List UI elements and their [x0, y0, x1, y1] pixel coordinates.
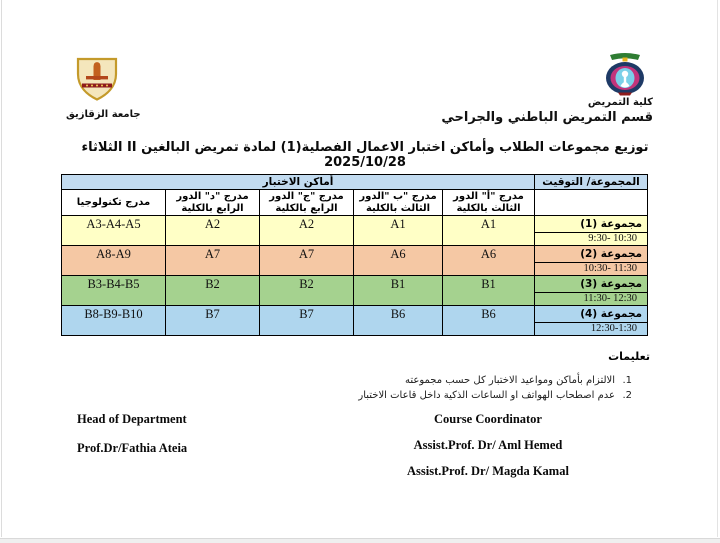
hall-d-header: مدرج "د" الدور الرابع بالكلية	[166, 190, 260, 216]
group-1-row	[62, 216, 648, 246]
group-4-row	[62, 306, 648, 336]
course-coordinator-signature	[392, 412, 584, 479]
hall-b-header: مدرج "ب "الدور الثالث بالكلية	[354, 190, 443, 216]
head-of-department-signature	[77, 412, 187, 456]
room-cell: A2	[166, 216, 260, 246]
university-shield-icon	[74, 87, 120, 106]
group-cell	[535, 246, 648, 276]
room-cell: B3-B4-B5	[62, 276, 166, 306]
schedule-table	[61, 174, 648, 336]
instructions-section	[358, 350, 650, 403]
head-of-department-title: Head of Department	[77, 412, 187, 426]
page-edge-bottom	[0, 538, 720, 543]
technology-hall-header: مدرج تكنولوجيا	[62, 190, 166, 216]
group-cell	[535, 306, 648, 336]
group-time: 12:30-1:30	[590, 323, 638, 334]
room-cell: B1	[443, 276, 535, 306]
locations-header: أماكن الاختبار	[62, 175, 535, 190]
room-cell: B8-B9-B10	[62, 306, 166, 336]
room-cell: A2	[260, 216, 354, 246]
room-cell: B2	[166, 276, 260, 306]
room-cell: B1	[354, 276, 443, 306]
schedule-table-wrap	[61, 174, 648, 336]
room-cell: A6	[443, 246, 535, 276]
corner-empty-cell	[535, 190, 648, 216]
group-label: مجموعة (1)	[535, 216, 647, 233]
document-title: توزيع مجموعات الطلاب وأماكن اختبار الاعمال الفصلية(1) لمادة تمريض البالغين II الثلاثاء 2025/10/28	[81, 140, 649, 170]
instruction-item-1: 1. الالتزام بأماكن ومواعيد الاختبار كل حسب مجموعته	[404, 375, 632, 386]
room-cell: B6	[354, 306, 443, 336]
room-cell: A7	[166, 246, 260, 276]
room-cell: A1	[443, 216, 535, 246]
group-time: 10:30- 11:30	[583, 263, 638, 274]
group-3-row	[62, 276, 648, 306]
hall-c-header: مدرج "ج" الدور الرابع بالكلية	[260, 190, 354, 216]
group-label: مجموعة (3)	[535, 276, 647, 293]
group-label: مجموعة (4)	[535, 306, 647, 323]
department-name: قسم التمريض الباطني والجراحي	[441, 110, 653, 125]
room-cell: A1	[354, 216, 443, 246]
corner-header: المجموعة/ التوقيت	[535, 175, 648, 190]
room-cell: A6	[354, 246, 443, 276]
university-logo-block	[66, 56, 141, 120]
hall-a-header: مدرج "أ" الدور الثالث بالكلية	[443, 190, 535, 216]
head-of-department-name: Prof.Dr/Fathia Ateia	[77, 441, 188, 455]
faculty-logo-block	[597, 51, 653, 101]
room-cell: B7	[166, 306, 260, 336]
room-cell: A7	[260, 246, 354, 276]
faculty-name: كلية التمريض	[587, 97, 653, 108]
room-cell: A8-A9	[62, 246, 166, 276]
group-time: 11:30- 12:30	[583, 293, 638, 304]
room-cell: A3-A4-A5	[62, 216, 166, 246]
faculty-header	[441, 96, 653, 126]
group-label: مجموعة (2)	[535, 246, 647, 263]
coordinator-name-2: Assist.Prof. Dr/ Magda Kamal	[407, 464, 569, 478]
course-coordinator-title: Course Coordinator	[434, 412, 542, 426]
room-cell: B6	[443, 306, 535, 336]
room-cell: B7	[260, 306, 354, 336]
instruction-item-2: 2. عدم اصطحاب الهواتف او الساعات الذكية داخل قاعات الاختبار	[358, 390, 632, 401]
instructions-heading: تعليمات	[608, 350, 650, 363]
university-name: جامعة الزقازيق	[66, 109, 141, 120]
group-2-row	[62, 246, 648, 276]
group-time: 9:30- 10:30	[588, 233, 638, 244]
coordinator-name-1: Assist.Prof. Dr/ Aml Hemed	[413, 438, 563, 452]
group-cell	[535, 216, 648, 246]
page-edge-left	[1, 0, 2, 537]
group-cell	[535, 276, 648, 306]
page-edge-right	[717, 0, 718, 537]
room-cell: B2	[260, 276, 354, 306]
